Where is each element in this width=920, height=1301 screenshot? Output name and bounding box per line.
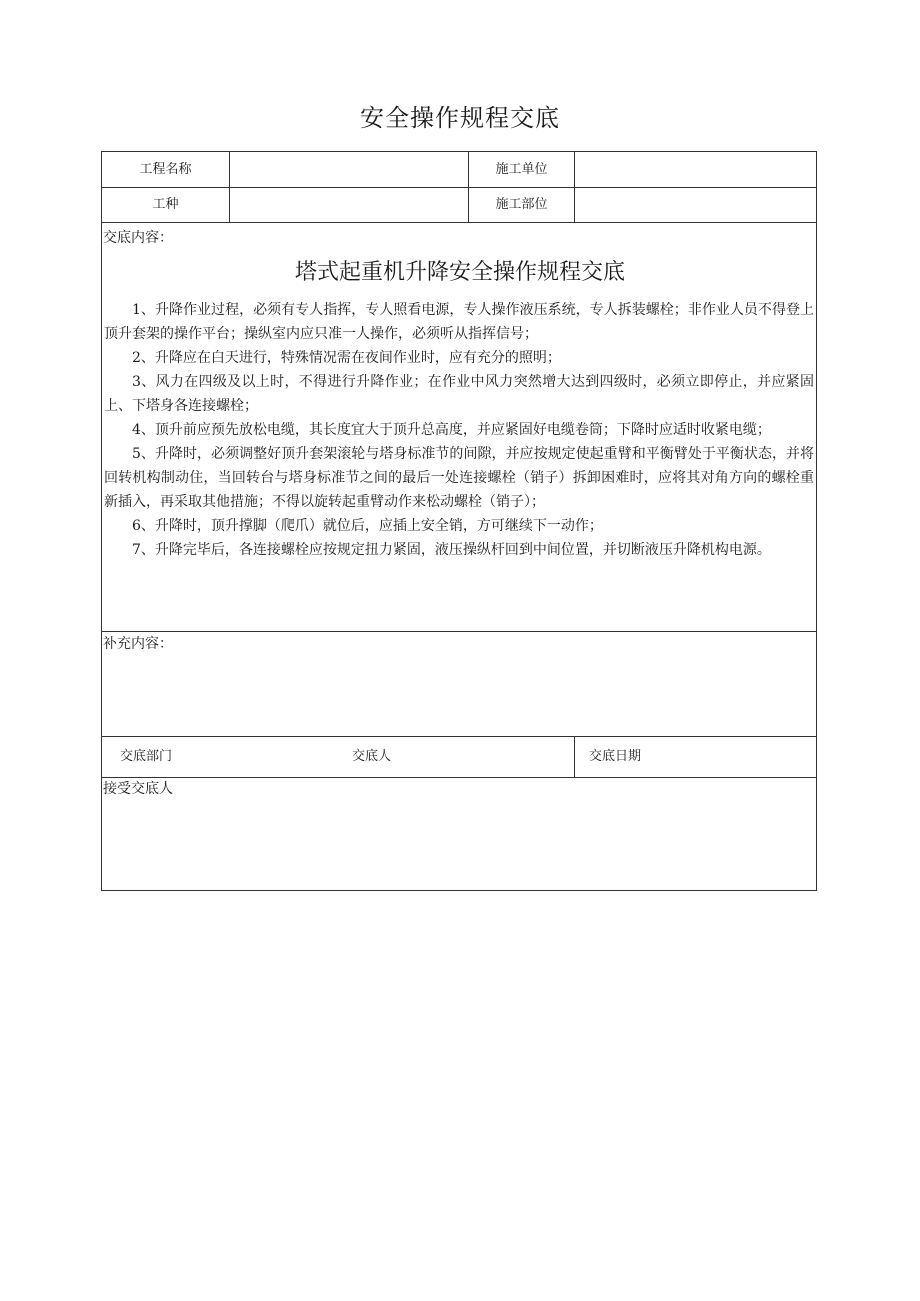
rule-paragraph: 3、风力在四级及以上时，不得进行升降作业；在作业中风力突然增大达到四级时，必须立即停止，并应紧固上、下塔身各连接螺栓；: [104, 374, 814, 414]
work-type-label: 工种: [152, 197, 179, 212]
project-name-label: 工程名称: [139, 162, 192, 177]
rule-paragraph: 7、升降完毕后，各连接螺栓应按规定扭力紧固，液压操纵杆回到中间位置，并切断液压升降机构电源。: [132, 542, 771, 558]
rule-paragraph: 6、升降时，顶升撑脚（爬爪）就位后，应插上安全销，方可继续下一动作；: [132, 518, 603, 534]
content-label: 交底内容：: [103, 230, 173, 246]
construction-part-field[interactable]: [575, 188, 815, 221]
content-subtitle: 塔式起重机升降安全操作规程交底: [294, 260, 625, 285]
content-body: [104, 298, 814, 562]
row-divider: [102, 736, 816, 737]
supplement-label: 补充内容：: [103, 636, 173, 652]
row-divider: [102, 222, 816, 223]
rule-paragraph: 2、升降应在白天进行，特殊情况需在夜间作业时，应有充分的照明；: [132, 350, 561, 366]
work-type-field[interactable]: [230, 188, 467, 221]
department-label: 交底部门: [120, 749, 173, 764]
rule-paragraph: 5、升降时，必须调整好顶升套架滚轮与塔身标准节的间隙，并应按规定使起重臂和平衡臂处于平衡状态，并将回转机构制动住，当回转台与塔身标准节之间的最后一处连接螺栓（销子）拆卸困难时，应将其对角方向的螺栓重新插入，再采取其他措施；不得以旋转起重臂动作来松动螺栓（销子）；: [104, 446, 814, 510]
row-divider: [102, 631, 816, 632]
construction-unit-label: 施工单位: [495, 162, 548, 177]
rule-paragraph: 4、顶升前应预先放松电缆，其长度宜大于顶升总高度，并应紧固好电缆卷筒；下降时应适时收紧电缆；: [132, 422, 771, 438]
discloser-label: 交底人: [352, 749, 392, 764]
document-title: 安全操作规程交底: [360, 104, 560, 132]
construction-part-label: 施工部位: [495, 197, 548, 212]
supplement-field[interactable]: [103, 654, 815, 734]
project-name-field[interactable]: [230, 153, 467, 186]
rule-paragraph: 1、升降作业过程，必须有专人指挥，专人照看电源，专人操作液压系统，专人拆装螺栓；非作业人员不得登上顶升套架的操作平台；操纵室内应只准一人操作，必须听从指挥信号；: [104, 302, 814, 342]
date-label: 交底日期: [589, 749, 642, 764]
receiver-signature-field[interactable]: [103, 800, 815, 888]
column-divider: [574, 736, 575, 777]
construction-unit-field[interactable]: [575, 153, 815, 186]
receiver-label: 接受交底人: [103, 781, 173, 797]
row-divider: [102, 777, 816, 778]
disclosure-form: [101, 151, 817, 891]
